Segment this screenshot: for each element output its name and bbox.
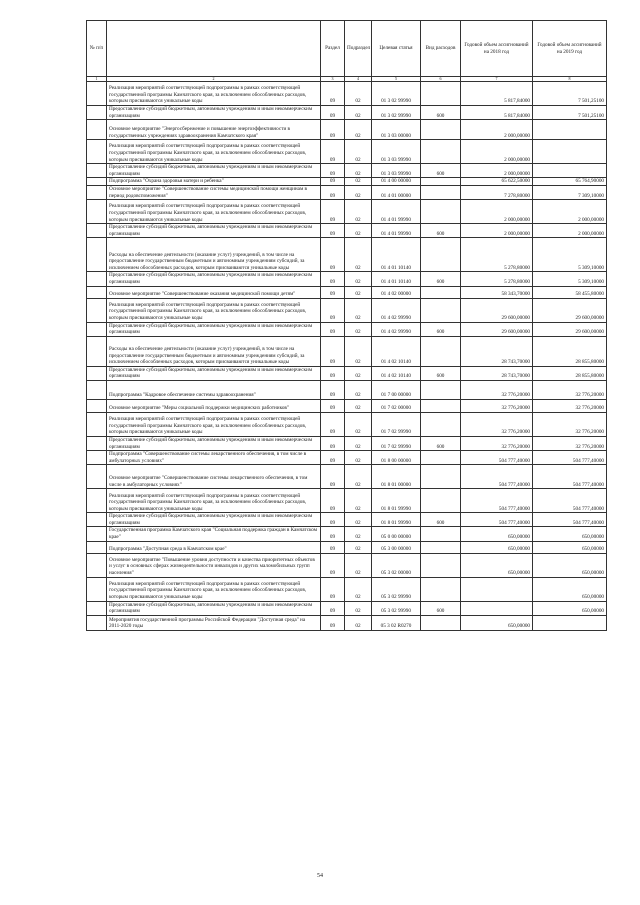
row-value-2018: 65 622,50000 — [461, 178, 533, 186]
row-number — [87, 541, 107, 553]
row-number — [87, 164, 107, 178]
row-expense-type: 600 — [421, 272, 461, 286]
row-value-2019: 7 501,25100 — [533, 82, 607, 106]
row-number — [87, 178, 107, 186]
row-razdel: 09 — [321, 399, 345, 412]
row-target-article: 01 7 00 00000 — [372, 380, 421, 399]
row-expense-type: 600 — [421, 106, 461, 120]
table-row — [87, 200, 607, 224]
row-value-2018: 504 777,40000 — [461, 451, 533, 465]
row-value-2019: 29 600,00000 — [533, 322, 607, 336]
row-name: Основное мероприятие "Меры социальной поддержки медицинских работников" — [107, 399, 321, 412]
row-expense-type — [421, 412, 461, 436]
row-value-2019 — [533, 120, 607, 140]
row-value-2018: 58 343,70000 — [461, 286, 533, 298]
row-name: Расходы на обеспечение деятельности (оказание услуг) учреждений, в том числе на предоставление государственным бюджетным и автономным учреждениям субсидий, за исключением обособленных расходов, которым присваиваются уникальные коды — [107, 238, 321, 272]
row-razdel: 09 — [321, 465, 345, 489]
row-podrazdel: 02 — [345, 106, 372, 120]
row-expense-type — [421, 82, 461, 106]
table-row — [87, 380, 607, 399]
row-number — [87, 513, 107, 527]
row-name: Расходы на обеспечение деятельности (оказание услуг) учреждений, в том числе на предоставление государственным бюджетным и автономным учреждениям субсидий, за исключением обособленных расходов, которым присваиваются уникальные коды — [107, 336, 321, 366]
row-target-article: 01 8 01 99990 — [372, 489, 421, 513]
table-row — [87, 272, 607, 286]
row-razdel: 09 — [321, 224, 345, 238]
row-expense-type — [421, 527, 461, 541]
row-expense-type — [421, 451, 461, 465]
row-podrazdel: 02 — [345, 513, 372, 527]
row-value-2019: 504 777,40000 — [533, 465, 607, 489]
colnum: 1 — [87, 77, 107, 82]
row-razdel: 09 — [321, 185, 345, 199]
row-expense-type — [421, 553, 461, 577]
row-target-article: 01 7 02 99990 — [372, 412, 421, 436]
row-expense-type: 600 — [421, 601, 461, 615]
table-row — [87, 238, 607, 272]
row-podrazdel: 02 — [345, 577, 372, 601]
row-razdel: 09 — [321, 615, 345, 630]
table-row — [87, 366, 607, 380]
row-name: Предоставление субсидий бюджетным, автономным учреждениям и иным некоммерческим организациям — [107, 106, 321, 120]
row-name: Основное мероприятие "Совершенствование системы медицинской помощи женщинам в период родовспоможения" — [107, 185, 321, 199]
header-razdel: Раздел — [321, 21, 345, 77]
row-value-2018: 32 776,20000 — [461, 380, 533, 399]
table-row — [87, 106, 607, 120]
header-expense-type: Вид расходов — [421, 21, 461, 77]
row-razdel: 09 — [321, 336, 345, 366]
row-name: Мероприятия государственной программы Российской Федерации "Доступная среда" на 2011-2020 годы — [107, 615, 321, 630]
row-expense-type — [421, 380, 461, 399]
header-2019: Годовой объем ассигнований на 2019 год — [533, 21, 607, 77]
row-target-article: 01 7 02 99990 — [372, 436, 421, 450]
table-body — [87, 82, 607, 631]
row-razdel: 09 — [321, 553, 345, 577]
row-razdel: 09 — [321, 451, 345, 465]
row-value-2018: 650,00000 — [461, 541, 533, 553]
row-value-2019: 7 501,25100 — [533, 106, 607, 120]
row-value-2018: 650,00000 — [461, 615, 533, 630]
row-podrazdel: 02 — [345, 272, 372, 286]
row-number — [87, 436, 107, 450]
row-razdel: 09 — [321, 527, 345, 541]
row-expense-type — [421, 178, 461, 186]
row-target-article: 05 3 02 R0270 — [372, 615, 421, 630]
row-razdel: 09 — [321, 380, 345, 399]
row-name: Подпрограмма "Охрана здоровья матери и ребенка" — [107, 178, 321, 186]
row-razdel: 09 — [321, 412, 345, 436]
row-podrazdel: 02 — [345, 527, 372, 541]
row-value-2018: 5 817,84000 — [461, 106, 533, 120]
header-2018: Годовой объем ассигнований на 2018 год — [461, 21, 533, 77]
row-name: Реализация мероприятий соответствующей подпрограммы в рамках соответствующей государственной программы Камчатского края, за исключением обособленных расходов, которым присваиваются уникальные коды — [107, 140, 321, 164]
row-value-2019: 58 455,80000 — [533, 286, 607, 298]
header-podrazdel: Подраздел — [345, 21, 372, 77]
row-name: Подпрограмма "Совершенствование системы лекарственного обеспечения, в том числе в амбулаторных условиях" — [107, 451, 321, 465]
colnum: 6 — [421, 77, 461, 82]
row-target-article: 01 3 02 99990 — [372, 106, 421, 120]
row-target-article: 05 0 00 00000 — [372, 527, 421, 541]
row-value-2018: 28 743,70000 — [461, 366, 533, 380]
row-number — [87, 322, 107, 336]
row-target-article: 05 3 02 00000 — [372, 553, 421, 577]
budget-table — [86, 20, 607, 631]
row-number — [87, 286, 107, 298]
row-target-article: 01 4 01 10140 — [372, 238, 421, 272]
table-row — [87, 336, 607, 366]
row-podrazdel: 02 — [345, 120, 372, 140]
row-name: Предоставление субсидий бюджетным, автономным учреждениям и иным некоммерческим организациям — [107, 272, 321, 286]
table-row — [87, 286, 607, 298]
row-podrazdel: 02 — [345, 465, 372, 489]
row-value-2019: 7 309,10000 — [533, 185, 607, 199]
row-number — [87, 412, 107, 436]
row-target-article: 05 3 00 00000 — [372, 541, 421, 553]
row-razdel: 09 — [321, 513, 345, 527]
row-value-2019: 5 309,10000 — [533, 238, 607, 272]
row-value-2019 — [533, 615, 607, 630]
colnum: 8 — [533, 77, 607, 82]
row-target-article: 01 7 02 00000 — [372, 399, 421, 412]
row-podrazdel: 02 — [345, 82, 372, 106]
row-target-article: 01 4 02 10140 — [372, 366, 421, 380]
colnum: 4 — [345, 77, 372, 82]
table-row — [87, 164, 607, 178]
row-value-2018: 2 000,00000 — [461, 120, 533, 140]
row-value-2019: 28 855,80000 — [533, 336, 607, 366]
row-target-article: 01 4 01 10140 — [372, 272, 421, 286]
table-row — [87, 298, 607, 322]
row-name: Предоставление субсидий бюджетным, автономным учреждениям и иным некоммерческим организациям — [107, 601, 321, 615]
row-podrazdel: 02 — [345, 178, 372, 186]
row-target-article: 01 8 01 99990 — [372, 513, 421, 527]
page-number: 54 — [317, 873, 323, 879]
row-value-2018: 5 817,84000 — [461, 82, 533, 106]
table-row — [87, 513, 607, 527]
row-value-2019: 2 000,00000 — [533, 224, 607, 238]
row-name: Подпрограмма "Кадровое обеспечение системы здравоохранения" — [107, 380, 321, 399]
row-number — [87, 399, 107, 412]
row-value-2019: 32 776,20000 — [533, 412, 607, 436]
header-row — [87, 21, 607, 77]
row-number — [87, 272, 107, 286]
row-razdel: 09 — [321, 120, 345, 140]
row-podrazdel: 02 — [345, 380, 372, 399]
row-expense-type: 600 — [421, 366, 461, 380]
row-number — [87, 82, 107, 106]
row-expense-type: 600 — [421, 164, 461, 178]
row-podrazdel: 02 — [345, 489, 372, 513]
row-name: Предоставление субсидий бюджетным, автономным учреждениям и иным некоммерческим организациям — [107, 436, 321, 450]
row-name: Предоставление субсидий бюджетным, автономным учреждениям и иным некоммерческим организациям — [107, 366, 321, 380]
row-target-article: 01 3 03 99990 — [372, 140, 421, 164]
row-razdel: 09 — [321, 106, 345, 120]
row-value-2018: 2 000,00000 — [461, 140, 533, 164]
table-row — [87, 399, 607, 412]
row-razdel: 09 — [321, 286, 345, 298]
row-expense-type — [421, 399, 461, 412]
row-value-2019: 5 309,10000 — [533, 272, 607, 286]
row-name: Подпрограмма "Доступная среда в Камчатском крае" — [107, 541, 321, 553]
row-podrazdel: 02 — [345, 322, 372, 336]
row-number — [87, 601, 107, 615]
row-name: Основное мероприятие "Совершенствование системы лекарственного обеспечения, в том числе в амбулаторных условиях" — [107, 465, 321, 489]
table-row — [87, 601, 607, 615]
row-expense-type — [421, 465, 461, 489]
row-value-2018: 5 278,80000 — [461, 272, 533, 286]
row-expense-type — [421, 120, 461, 140]
row-number — [87, 489, 107, 513]
row-value-2018: 2 000,00000 — [461, 200, 533, 224]
row-razdel: 09 — [321, 541, 345, 553]
row-value-2019: 650,00000 — [533, 553, 607, 577]
table-row — [87, 553, 607, 577]
row-name: Основное мероприятие "Повышение уровня доступности и качества приоритетных объектов и услуг в основных сферах жизнедеятельности инвалидов и других маломобильных групп населения" — [107, 553, 321, 577]
colnum: 3 — [321, 77, 345, 82]
row-number — [87, 527, 107, 541]
row-name: Реализация мероприятий соответствующей подпрограммы в рамках соответствующей государственной программы Камчатского края, за исключением обособленных расходов, которым присваиваются уникальные коды — [107, 577, 321, 601]
row-target-article: 01 4 01 00000 — [372, 185, 421, 199]
row-number — [87, 380, 107, 399]
row-value-2018: 29 600,00000 — [461, 298, 533, 322]
row-target-article: 01 4 02 10140 — [372, 336, 421, 366]
row-value-2019 — [533, 164, 607, 178]
row-name: Государственная программа Камчатского края "Социальная поддержка граждан в Камчатском крае" — [107, 527, 321, 541]
row-razdel: 09 — [321, 82, 345, 106]
row-podrazdel: 02 — [345, 601, 372, 615]
row-podrazdel: 02 — [345, 336, 372, 366]
row-podrazdel: 02 — [345, 615, 372, 630]
row-name: Предоставление субсидий бюджетным, автономным учреждениям и иным некоммерческим организациям — [107, 224, 321, 238]
row-name: Реализация мероприятий соответствующей подпрограммы в рамках соответствующей государственной программы Камчатского края, за исключением обособленных расходов, которым присваиваются уникальные коды — [107, 82, 321, 106]
row-target-article: 01 8 00 00000 — [372, 451, 421, 465]
row-razdel: 09 — [321, 140, 345, 164]
row-number — [87, 298, 107, 322]
row-value-2019: 650,00000 — [533, 527, 607, 541]
row-value-2019: 504 777,40000 — [533, 489, 607, 513]
row-value-2018: 32 776,20000 — [461, 436, 533, 450]
row-value-2019: 650,00000 — [533, 601, 607, 615]
row-razdel: 09 — [321, 200, 345, 224]
table-row — [87, 140, 607, 164]
table-row — [87, 489, 607, 513]
row-razdel: 09 — [321, 601, 345, 615]
row-target-article: 01 4 02 99990 — [372, 322, 421, 336]
row-target-article: 01 3 03 00000 — [372, 120, 421, 140]
row-expense-type: 600 — [421, 224, 461, 238]
row-name: Реализация мероприятий соответствующей подпрограммы в рамках соответствующей государственной программы Камчатского края, за исключением обособленных расходов, которым присваиваются уникальные коды — [107, 412, 321, 436]
table-row — [87, 527, 607, 541]
row-value-2019: 32 776,20000 — [533, 380, 607, 399]
row-expense-type — [421, 541, 461, 553]
row-number — [87, 238, 107, 272]
colnum: 7 — [461, 77, 533, 82]
row-podrazdel: 02 — [345, 200, 372, 224]
row-expense-type — [421, 489, 461, 513]
row-target-article: 05 3 02 99990 — [372, 577, 421, 601]
row-podrazdel: 02 — [345, 164, 372, 178]
row-number — [87, 553, 107, 577]
row-number — [87, 451, 107, 465]
row-number — [87, 120, 107, 140]
row-target-article: 01 4 02 99990 — [372, 298, 421, 322]
table-row — [87, 412, 607, 436]
row-value-2018: 29 600,00000 — [461, 322, 533, 336]
row-number — [87, 185, 107, 199]
row-podrazdel: 02 — [345, 436, 372, 450]
row-target-article: 01 3 02 99990 — [372, 82, 421, 106]
row-value-2018: 504 777,40000 — [461, 489, 533, 513]
row-value-2019: 32 776,20000 — [533, 436, 607, 450]
row-value-2018: 32 776,20000 — [461, 399, 533, 412]
table-row — [87, 577, 607, 601]
row-expense-type — [421, 140, 461, 164]
row-value-2019 — [533, 140, 607, 164]
row-value-2019: 650,00000 — [533, 541, 607, 553]
row-number — [87, 465, 107, 489]
row-razdel: 09 — [321, 489, 345, 513]
row-number — [87, 140, 107, 164]
row-podrazdel: 02 — [345, 140, 372, 164]
row-name: Предоставление субсидий бюджетным, автономным учреждениям и иным некоммерческим организациям — [107, 322, 321, 336]
table-row — [87, 185, 607, 199]
row-value-2019: 32 776,20000 — [533, 399, 607, 412]
row-value-2018: 650,00000 — [461, 553, 533, 577]
row-value-2019: 2 000,00000 — [533, 200, 607, 224]
table-row — [87, 224, 607, 238]
colnum: 5 — [372, 77, 421, 82]
table-row — [87, 82, 607, 106]
row-razdel: 09 — [321, 164, 345, 178]
header-nn: № п/п — [87, 21, 107, 77]
row-value-2018: 2 000,00000 — [461, 164, 533, 178]
row-expense-type: 600 — [421, 322, 461, 336]
row-razdel: 09 — [321, 322, 345, 336]
row-value-2019: 29 600,00000 — [533, 298, 607, 322]
row-number — [87, 366, 107, 380]
row-value-2018: 504 777,40000 — [461, 513, 533, 527]
row-value-2018: 7 278,80000 — [461, 185, 533, 199]
row-expense-type — [421, 336, 461, 366]
row-number — [87, 106, 107, 120]
row-value-2018 — [461, 577, 533, 601]
row-name: Основное мероприятие "Совершенствование оказания медицинской помощи детям" — [107, 286, 321, 298]
row-razdel: 09 — [321, 238, 345, 272]
row-number — [87, 615, 107, 630]
table-row — [87, 615, 607, 630]
row-target-article: 01 8 01 00000 — [372, 465, 421, 489]
row-razdel: 09 — [321, 272, 345, 286]
table-row — [87, 541, 607, 553]
table-row — [87, 120, 607, 140]
row-name: Предоставление субсидий бюджетным, автономным учреждениям и иным некоммерческим организациям — [107, 164, 321, 178]
row-podrazdel: 02 — [345, 238, 372, 272]
row-expense-type — [421, 615, 461, 630]
row-value-2019: 28 855,80000 — [533, 366, 607, 380]
row-podrazdel: 02 — [345, 185, 372, 199]
row-razdel: 09 — [321, 436, 345, 450]
row-value-2018 — [461, 601, 533, 615]
row-target-article: 01 4 00 00000 — [372, 178, 421, 186]
table-row — [87, 451, 607, 465]
table-row — [87, 178, 607, 186]
row-target-article: 01 3 03 99990 — [372, 164, 421, 178]
row-expense-type — [421, 577, 461, 601]
table-row — [87, 465, 607, 489]
row-podrazdel: 02 — [345, 412, 372, 436]
row-value-2019: 504 777,40000 — [533, 451, 607, 465]
row-expense-type: 600 — [421, 436, 461, 450]
row-podrazdel: 02 — [345, 541, 372, 553]
row-number — [87, 224, 107, 238]
table-row — [87, 436, 607, 450]
row-name: Реализация мероприятий соответствующей подпрограммы в рамках соответствующей государственной программы Камчатского края, за исключением обособленных расходов, которым присваиваются уникальные коды — [107, 489, 321, 513]
row-value-2019: 65 764,90000 — [533, 178, 607, 186]
row-target-article: 01 4 01 99990 — [372, 200, 421, 224]
row-target-article: 01 4 01 99990 — [372, 224, 421, 238]
row-podrazdel: 02 — [345, 553, 372, 577]
colnum: 2 — [107, 77, 321, 82]
header-target-article: Целевая статья — [372, 21, 421, 77]
row-value-2018: 28 743,70000 — [461, 336, 533, 366]
row-value-2019: 650,00000 — [533, 577, 607, 601]
row-expense-type — [421, 238, 461, 272]
header-name — [107, 21, 321, 77]
row-razdel: 09 — [321, 366, 345, 380]
row-name: Предоставление субсидий бюджетным, автономным учреждениям и иным некоммерческим организациям — [107, 513, 321, 527]
row-number — [87, 200, 107, 224]
row-expense-type: 600 — [421, 513, 461, 527]
row-target-article: 05 3 02 99990 — [372, 601, 421, 615]
row-name: Реализация мероприятий соответствующей подпрограммы в рамках соответствующей государственной программы Камчатского края, за исключением обособленных расходов, которым присваиваются уникальные коды — [107, 298, 321, 322]
row-number — [87, 577, 107, 601]
row-value-2018: 504 777,40000 — [461, 465, 533, 489]
row-name: Реализация мероприятий соответствующей подпрограммы в рамках соответствующей государственной программы Камчатского края, за исключением обособленных расходов, которым присваиваются уникальные коды — [107, 200, 321, 224]
row-podrazdel: 02 — [345, 224, 372, 238]
row-razdel: 09 — [321, 178, 345, 186]
row-number — [87, 336, 107, 366]
row-podrazdel: 02 — [345, 399, 372, 412]
row-expense-type — [421, 185, 461, 199]
row-value-2019: 504 777,40000 — [533, 513, 607, 527]
row-value-2018: 650,00000 — [461, 527, 533, 541]
row-target-article: 01 4 02 00000 — [372, 286, 421, 298]
row-razdel: 09 — [321, 577, 345, 601]
row-expense-type — [421, 298, 461, 322]
row-value-2018: 5 278,80000 — [461, 238, 533, 272]
table-row — [87, 322, 607, 336]
row-value-2018: 32 776,20000 — [461, 412, 533, 436]
row-podrazdel: 02 — [345, 286, 372, 298]
row-razdel: 09 — [321, 298, 345, 322]
row-podrazdel: 02 — [345, 298, 372, 322]
row-expense-type — [421, 200, 461, 224]
row-podrazdel: 02 — [345, 451, 372, 465]
row-podrazdel: 02 — [345, 366, 372, 380]
row-expense-type — [421, 286, 461, 298]
row-value-2018: 2 000,00000 — [461, 224, 533, 238]
row-name: Основное мероприятие "Энергосбережение и повышение энергоэффективности в государственных учреждениях здравоохранения Камчатского края" — [107, 120, 321, 140]
